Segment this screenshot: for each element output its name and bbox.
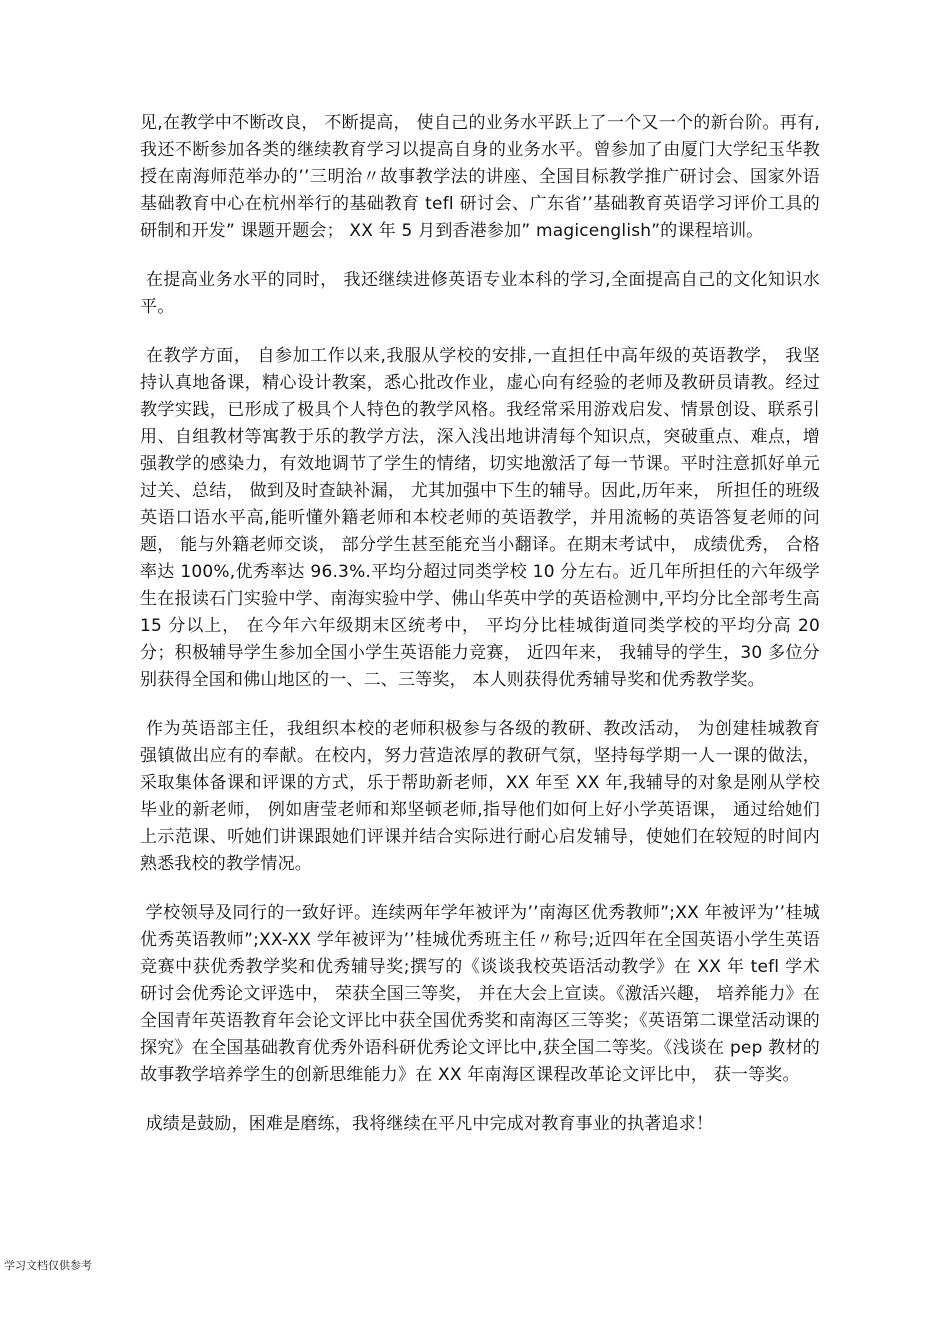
- paragraph-department-head: 作为英语部主任，我组织本校的老师积极参与各级的教研、教改活动， 为创建桂城教育强镇做出应有的奉献。在校内，努力营造浓厚的教研气氛，坚持每学期一人一课的做法，采取集体备课和评课的方式，乐于帮助新老师，XX 年至 XX 年,我辅导的对象是刚从学校毕业的新老师， 例如唐莹老师和郑坚顿老师,指导他们如何上好小学英语课， 通过给她们上示范课、听她们讲课跟她们评课并结合实际进行耐心启发辅导，使她们在较短的时间内熟悉我校的教学情况。: [140, 719, 821, 874]
- paragraph-teaching: 在教学方面， 自参加工作以来,我服从学校的安排,一直担任中高年级的英语教学， 我坚持认真地备课，精心设计教案，悉心批改作业，虚心向有经验的老师及教研员请教。经过教学实践，已形成了极具个人特色的教学风格。我经常采用游戏启发、情景创设、联系引用、自组教材等寓教于乐的教学方法，深入浅出地讲清每个知识点，突破重点、难点，增强教学的感染力，有效地调节了学生的情绪，切实地激活了每一节课。平时注意抓好单元过关、总结， 做到及时查缺补漏， 尤其加强中下生的辅导。因此,历年来， 所担任的班级英语口语水平高,能听懂外籍老师和本校老师的英语教学，并用流畅的英语答复老师的问题， 能与外籍老师交谈， 部分学生甚至能充当小翻译。在期末考试中， 成绩优秀， 合格率达 100%,优秀率达 96.3%.平均分超过同类学校 10 分左右。近几年所担任的六年级学生在报读石门实验中学、南海实验中学、佛山华英中学的英语检测中,平均分比全部考生高 15 分以上， 在今年六年级期末区统考中， 平均分比桂城街道同类学校的平均分高 20 分；积极辅导学生参加全国小学生英语能力竞赛， 近四年来， 我辅导的学生，30 多位分别获得全国和佛山地区的一、二、三等奖， 本人则获得优秀辅导奖和优秀教学奖。: [140, 346, 826, 690]
- document-body: [140, 110, 826, 1160]
- paragraph-further-study: 在提高业务水平的同时， 我还继续进修英语专业本科的学习,全面提高自己的文化知识水平。: [140, 270, 820, 317]
- paragraph-conclusion: 成绩是鼓励，困难是磨练，我将继续在平凡中完成对教育事业的执著追求！: [140, 1114, 714, 1134]
- footer-note: 学习文档仅供参考: [4, 1259, 92, 1272]
- paragraph-awards: 学校领导及同行的一致好评。连续两年学年被评为’’南海区优秀教师”;XX 年被评为’’桂城优秀英语教师”;XX-XX 学年被评为’’桂城优秀班主任〃称号;近四年在全国英语小学生英语竞赛中获优秀教学奖和优秀辅导奖;撰写的《谈谈我校英语活动教学》在 XX 年 tefl 学术研讨会优秀论文评选中， 荣获全国三等奖， 并在大会上宣读。《激活兴趣， 培养能力》在全国青年英语教育年会论文评比中获全国优秀奖和南海区三等奖；《英语第二课堂活动课的探究》在全国基础教育优秀外语科研优秀论文评比中,获全国二等奖。《浅谈在 pep 教材的故事教学培养学生的创新思维能力》在 XX 年南海区课程改革论文评比中， 获一等奖。: [140, 903, 820, 1085]
- paragraph-continuing-education: 见,在教学中不断改良， 不断提高， 使自己的业务水平跃上了一个又一个的新台阶。再有,我还不断参加各类的继续教育学习以提高自身的业务水平。曾参加了由厦门大学纪玉华教授在南海师范举办的’’三明治〃故事教学法的讲座、全国目标教学推广研讨会、国家外语基础教育中心在杭州举行的基础教育 tefl 研讨会、广东省’’基础教育英语学习评价工具的研制和开发” 课题开题会； XX 年 5 月到香港参加” magicenglish”的课程培训。: [140, 113, 820, 241]
